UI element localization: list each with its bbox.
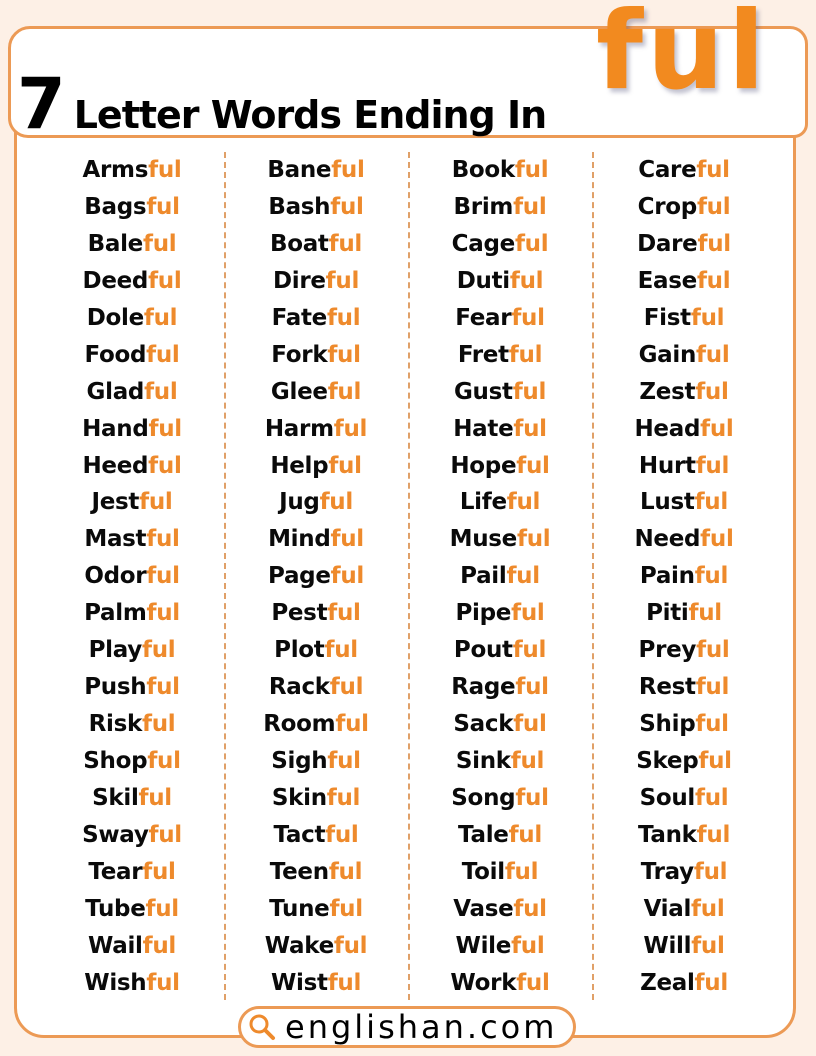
word-item — [451, 780, 548, 817]
word-suffix: ful — [696, 157, 730, 183]
word-suffix: ful — [694, 489, 728, 516]
word-suffix: ful — [512, 637, 547, 664]
word-suffix: ful — [696, 821, 731, 848]
word-item — [636, 743, 731, 780]
word-stem: Ease — [637, 267, 697, 294]
word-suffix: ful — [508, 341, 543, 368]
word-item — [83, 152, 182, 189]
word-suffix: ful — [695, 711, 729, 738]
word-stem: Glee — [270, 378, 328, 405]
word-stem: Fret — [457, 341, 509, 368]
word-stem: Bale — [87, 230, 143, 257]
word-suffix: ful — [146, 526, 180, 553]
word-suffix: ful — [700, 526, 734, 553]
word-stem: Wish — [84, 969, 147, 996]
word-stem: Dole — [86, 304, 144, 331]
word-stem: Play — [88, 637, 142, 664]
word-suffix: ful — [327, 969, 362, 996]
word-item — [83, 263, 182, 300]
word-stem: Food — [84, 341, 147, 368]
word-item — [271, 965, 361, 1002]
word-suffix: ful — [696, 637, 730, 664]
word-suffix: ful — [146, 969, 180, 996]
word-suffix: ful — [515, 784, 549, 811]
word-column-2 — [224, 152, 408, 1002]
word-stem: Gust — [453, 378, 513, 405]
word-stem: Odor — [84, 563, 147, 590]
word-stem: Cage — [451, 230, 515, 257]
word-item — [269, 891, 363, 928]
word-suffix: ful — [511, 600, 545, 627]
word-stem: Head — [634, 415, 701, 442]
word-item — [639, 448, 729, 485]
word-suffix: ful — [330, 526, 364, 553]
word-suffix: ful — [331, 157, 365, 183]
word-stem: Mind — [268, 526, 331, 553]
word-stem: Tube — [85, 895, 146, 922]
word-item — [84, 337, 179, 374]
word-suffix: ful — [506, 563, 540, 590]
word-item — [640, 780, 729, 817]
word-stem: Crop — [637, 193, 697, 220]
word-stem: Pout — [453, 637, 513, 664]
word-suffix: ful — [325, 821, 359, 848]
word-suffix: ful — [696, 193, 731, 220]
word-item — [458, 817, 542, 854]
word-stem: Wake — [264, 932, 334, 959]
word-stem: Sack — [453, 711, 514, 738]
word-suffix: ful — [700, 415, 734, 442]
word-item — [270, 226, 362, 263]
word-item — [82, 448, 181, 485]
word-suffix: ful — [516, 452, 550, 479]
word-suffix: ful — [513, 193, 547, 220]
word-suffix: ful — [333, 415, 368, 442]
word-item — [460, 484, 540, 521]
word-item — [87, 300, 178, 337]
word-stem: Hurt — [638, 452, 696, 479]
word-item — [454, 632, 546, 669]
word-suffix: ful — [148, 415, 182, 442]
word-item — [634, 411, 733, 448]
word-stem: Wist — [270, 969, 328, 996]
word-suffix: ful — [695, 784, 729, 811]
word-item — [451, 669, 548, 706]
word-suffix: ful — [142, 711, 176, 738]
word-stem: Shop — [83, 748, 148, 774]
word-stem: Page — [268, 563, 331, 590]
word-item — [456, 595, 545, 632]
word-stem: Help — [270, 452, 329, 479]
word-item — [267, 152, 364, 189]
page-title — [17, 63, 547, 145]
word-suffix: ful — [148, 267, 182, 294]
word-item — [453, 891, 547, 928]
word-item — [638, 263, 731, 300]
word-item — [271, 595, 360, 632]
word-stem: Soul — [639, 784, 696, 811]
word-stem: Care — [638, 157, 697, 183]
word-item — [279, 484, 353, 521]
word-item — [640, 558, 728, 595]
word-suffix: ful — [144, 378, 178, 405]
word-item — [84, 965, 180, 1002]
word-stem: Risk — [88, 711, 142, 738]
word-item — [88, 928, 176, 965]
word-columns — [40, 152, 776, 1002]
word-suffix: ful — [146, 193, 180, 220]
word-suffix: ful — [141, 637, 176, 664]
word-stem: Bags — [84, 193, 147, 220]
word-item — [453, 706, 546, 743]
word-stem: Hate — [453, 415, 514, 442]
word-suffix: ful — [148, 452, 182, 479]
word-item — [638, 189, 731, 226]
word-item — [271, 743, 360, 780]
word-stem: Pest — [271, 600, 328, 627]
word-item — [92, 780, 172, 817]
word-item — [644, 300, 724, 337]
word-suffix: ful — [514, 230, 549, 257]
word-suffix: ful — [516, 526, 551, 553]
word-suffix: ful — [145, 895, 179, 922]
word-stem: Zest — [639, 378, 696, 405]
word-item — [456, 743, 544, 780]
word-suffix: ful — [325, 267, 360, 294]
word-stem: Pain — [639, 563, 695, 590]
word-stem: Tray — [640, 858, 694, 885]
word-item — [270, 854, 362, 891]
word-item — [274, 632, 358, 669]
word-item — [84, 558, 179, 595]
word-stem: Jug — [279, 489, 320, 516]
word-stem: Room — [263, 711, 336, 738]
word-stem: Piti — [646, 600, 689, 627]
word-item — [639, 337, 730, 374]
word-suffix: ful — [143, 304, 178, 331]
word-suffix: ful — [695, 674, 730, 701]
word-suffix: ful — [335, 711, 369, 738]
word-item — [450, 965, 549, 1002]
word-stem: Bash — [268, 193, 331, 220]
word-item — [270, 448, 361, 485]
word-item — [453, 411, 547, 448]
word-suffix: ful — [697, 230, 731, 257]
word-stem: Pipe — [455, 600, 512, 627]
word-item — [458, 337, 542, 374]
word-item — [638, 817, 730, 854]
word-item — [269, 669, 363, 706]
word-suffix: ful — [148, 821, 182, 848]
word-stem: Harm — [264, 415, 334, 442]
word-suffix: ful — [333, 932, 368, 959]
word-item — [450, 448, 549, 485]
word-stem: Wile — [455, 932, 512, 959]
word-item — [646, 595, 722, 632]
word-stem: Skep — [636, 748, 699, 774]
word-stem: Vial — [643, 895, 692, 922]
word-stem: Jest — [91, 489, 140, 516]
word-suffix: ful — [319, 489, 353, 516]
word-suffix: ful — [511, 932, 545, 959]
word-item — [634, 521, 733, 558]
word-suffix: ful — [513, 895, 547, 922]
word-stem: Song — [451, 784, 516, 811]
word-item — [457, 263, 544, 300]
word-suffix: ful — [694, 969, 728, 996]
word-item — [83, 743, 180, 780]
word-suffix: ful — [329, 674, 364, 701]
word-item — [452, 152, 549, 189]
word-item — [637, 226, 731, 263]
word-suffix: ful — [147, 748, 181, 774]
word-suffix: ful — [330, 193, 364, 220]
word-stem: Tact — [273, 821, 326, 848]
word-item — [639, 669, 729, 706]
word-stem: Rage — [451, 674, 516, 701]
word-stem: Prey — [638, 637, 697, 664]
word-suffix: ful — [513, 415, 547, 442]
word-stem: Mast — [84, 526, 147, 553]
word-stem: Fear — [455, 304, 512, 331]
word-stem: Sink — [455, 748, 511, 774]
word-stem: Rest — [638, 674, 696, 701]
word-stem: Tear — [88, 858, 143, 885]
title-number: 7 — [17, 63, 64, 145]
word-suffix: ful — [138, 784, 172, 811]
word-suffix: ful — [327, 748, 361, 774]
word-stem: Pail — [460, 563, 507, 590]
word-suffix: ful — [326, 784, 361, 811]
word-stem: Zeal — [640, 969, 695, 996]
word-item — [454, 189, 547, 226]
word-suffix: ful — [142, 858, 176, 885]
word-stem: Will — [643, 932, 692, 959]
word-stem: Tank — [637, 821, 697, 848]
word-suffix: ful — [142, 932, 176, 959]
word-stem: Wail — [87, 932, 143, 959]
word-item — [88, 226, 177, 263]
word-stem: Muse — [449, 526, 517, 553]
word-suffix: ful — [327, 341, 361, 368]
website-url: englishan.com — [285, 1008, 558, 1046]
word-stem: Skil — [92, 784, 139, 811]
word-suffix: ful — [324, 637, 358, 664]
word-stem: Sigh — [271, 748, 328, 774]
word-suffix: ful — [690, 304, 725, 331]
word-suffix: ful — [508, 821, 542, 848]
word-item — [263, 706, 368, 743]
word-suffix: ful — [696, 267, 731, 294]
word-item — [455, 300, 544, 337]
word-stem: Ship — [639, 711, 696, 738]
word-item — [273, 817, 358, 854]
word-suffix: ful — [510, 748, 545, 774]
word-stem: Boat — [269, 230, 329, 257]
word-column-1 — [40, 152, 224, 1002]
word-stem: Push — [84, 674, 147, 701]
word-suffix: ful — [512, 378, 547, 405]
word-suffix: ful — [139, 489, 173, 516]
word-stem: Tale — [458, 821, 509, 848]
word-suffix: ful — [695, 452, 730, 479]
word-suffix: ful — [504, 858, 539, 885]
word-suffix: ful — [688, 600, 722, 627]
word-stem: Teen — [269, 858, 329, 885]
word-stem: Sway — [82, 821, 149, 848]
word-stem: Dire — [272, 267, 326, 294]
word-item — [84, 669, 179, 706]
word-suffix: ful — [328, 230, 363, 257]
word-suffix: ful — [691, 932, 725, 959]
word-suffix: ful — [511, 304, 545, 331]
word-suffix: ful — [506, 489, 541, 516]
word-stem: Gain — [638, 341, 697, 368]
word-item — [87, 374, 178, 411]
word-item — [88, 854, 175, 891]
word-stem: Life — [459, 489, 507, 516]
word-suffix: ful — [327, 600, 361, 627]
word-item — [454, 374, 546, 411]
word-stem: Fist — [643, 304, 691, 331]
word-stem: Toil — [461, 858, 505, 885]
word-item — [84, 521, 179, 558]
word-suffix: ful — [328, 452, 362, 479]
word-stem: Dare — [637, 230, 698, 257]
word-suffix: ful — [516, 969, 550, 996]
word-item — [643, 928, 724, 965]
word-item — [452, 226, 549, 263]
word-stem: Palm — [84, 600, 147, 627]
word-item — [460, 558, 540, 595]
word-stem: Hand — [82, 415, 149, 442]
word-stem: Vase — [453, 895, 514, 922]
word-suffix: ful — [328, 858, 363, 885]
word-stem: Fork — [271, 341, 328, 368]
word-item — [272, 300, 361, 337]
word-stem: Duti — [456, 267, 510, 294]
word-suffix: ful — [148, 157, 182, 183]
title-text: Letter Words Ending In — [73, 93, 547, 137]
word-item — [639, 632, 730, 669]
word-suffix: ful — [142, 230, 177, 257]
word-item — [82, 411, 182, 448]
word-item — [641, 854, 728, 891]
word-item — [271, 374, 361, 411]
word-item — [456, 928, 545, 965]
word-item — [84, 189, 179, 226]
word-item — [268, 521, 364, 558]
word-suffix: ful — [696, 341, 730, 368]
word-column-3 — [408, 152, 592, 1002]
word-item — [640, 484, 728, 521]
word-item — [644, 891, 725, 928]
word-suffix: ful — [146, 563, 180, 590]
word-stem: Work — [450, 969, 517, 996]
word-item — [91, 484, 172, 521]
word-item — [639, 706, 728, 743]
word-stem: Glad — [86, 378, 145, 405]
word-stem: Book — [451, 157, 515, 183]
word-item — [268, 558, 364, 595]
word-column-4 — [592, 152, 776, 1002]
word-item — [640, 965, 728, 1002]
word-item — [450, 521, 551, 558]
word-suffix: ful — [695, 378, 729, 405]
word-stem: Brim — [453, 193, 514, 220]
word-item — [82, 817, 182, 854]
word-stem: Heed — [82, 452, 149, 479]
word-item — [462, 854, 538, 891]
search-icon — [247, 1012, 277, 1042]
word-item — [265, 411, 367, 448]
word-stem: Bane — [267, 157, 332, 183]
word-suffix: ful — [146, 341, 180, 368]
word-stem: Rack — [268, 674, 330, 701]
word-item — [85, 891, 179, 928]
word-suffix: ful — [515, 674, 549, 701]
word-suffix: ful — [330, 563, 364, 590]
word-stem: Skin — [271, 784, 327, 811]
website-badge[interactable] — [238, 1006, 576, 1048]
word-suffix: ful — [513, 711, 547, 738]
word-stem: Hope — [450, 452, 517, 479]
word-item — [272, 780, 360, 817]
word-suffix: ful — [509, 267, 544, 294]
word-item — [273, 263, 359, 300]
word-suffix: ful — [691, 895, 725, 922]
word-stem: Plot — [274, 637, 325, 664]
word-stem: Fate — [271, 304, 327, 331]
word-item — [265, 928, 368, 965]
word-suffix: ful — [694, 563, 729, 590]
word-suffix: ful — [326, 304, 361, 331]
word-item — [271, 337, 360, 374]
title-highlight: ful — [596, 0, 769, 114]
word-stem: Tune — [269, 895, 330, 922]
word-item — [638, 152, 730, 189]
word-item — [89, 706, 176, 743]
word-suffix: ful — [146, 600, 180, 627]
word-suffix: ful — [698, 748, 732, 774]
word-stem: Lust — [640, 489, 695, 516]
word-stem: Need — [634, 526, 701, 553]
word-item — [268, 189, 363, 226]
word-item — [84, 595, 180, 632]
word-suffix: ful — [693, 858, 728, 885]
word-stem: Arms — [82, 157, 149, 183]
word-stem: Deed — [82, 267, 149, 294]
word-suffix: ful — [327, 378, 362, 405]
word-suffix: ful — [146, 674, 180, 701]
word-suffix: ful — [329, 895, 363, 922]
word-item — [89, 632, 176, 669]
word-suffix: ful — [514, 157, 549, 183]
word-item — [639, 374, 728, 411]
